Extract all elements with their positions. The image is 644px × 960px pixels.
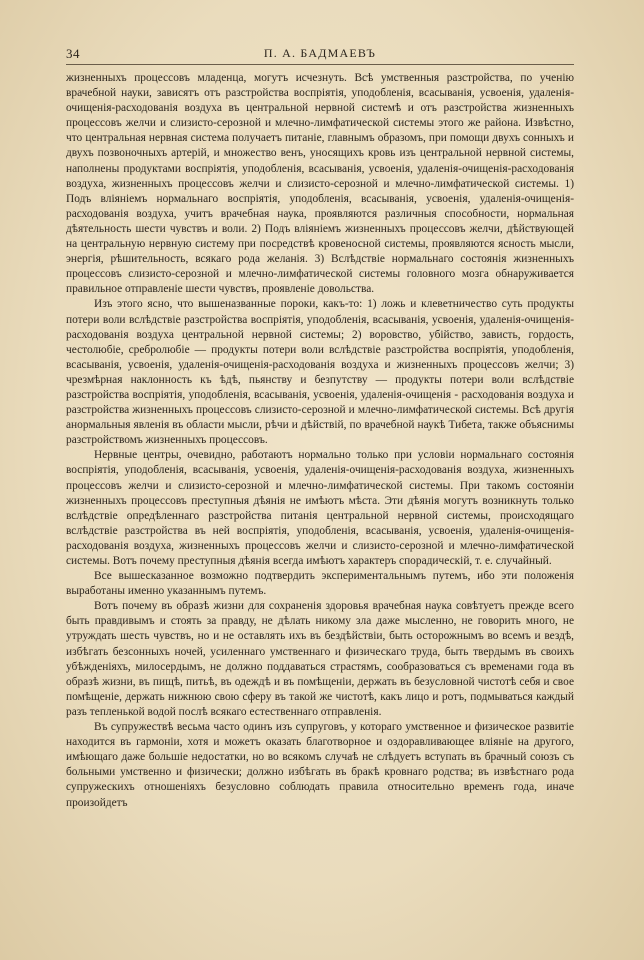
- paragraph: Въ супружествѣ весьма часто одинъ изъ супруговъ, у котораго умственное и физическое развитіе находится въ гармоніи, хотя и можетъ оказать благотворное и оздоравливающее вліяніе на другого, имѣющаго даже большіе недостатки, но во всякомъ случаѣ не слѣдуетъ вступать въ брачный союзъ съ больными умственно и физически; должно избѣгать въ бракѣ кровнаго родства; въ извѣстнаго рода супружескихъ отношеніяхъ безусловно соблюдать правила относительно временъ года, иначе произойдетъ: [66, 721, 574, 809]
- paragraph: Изъ этого ясно, что вышеназванные пороки, какъ-то: 1) ложь и клеветничество суть продукты потери воли вслѣдствіе разстройства воспріятія, уподобленія, всасыванія, усвоенія, удаленія-очищенія-расходованія воздуха центральной нервной системы; 2) воровство, убійство, зависть, гордость, честолюбіе, сребролюбіе — продукты потери воли вслѣдствіе разстройства воспріятія, уподобленія, всасыванія, усвоенія, удаленія-очищенія-расходованія воздуха и жизненныхъ процессовъ желчи; 3) чрезмѣрная наклонность къ ѣдѣ, пьянству и безпутству — продукты потери воли вслѣдствіе разстройства воспріятія, уподобленія, всасыванія, усвоенія, удаленія-очищенія - расходованія воздуха и разстройства жизненныхъ процессовъ слизисто-серозной и млечно-лимфатической системы. Всѣ другія анормальныя явленія въ области мысли, рѣчи и дѣйствій, по врачебной наукѣ Тибета, также объяснимы разстройствомъ жизненныхъ процессовъ.: [66, 298, 574, 447]
- paragraph: Нервные центры, очевидно, работаютъ нормально только при условіи нормальнаго состоянія воспріятія, уподобленія, всасыванія, усвоенія, удаленія-очищенія-расходованія воздуха, жизненныхъ процессовъ желчи и слизисто-серозной и млечно-лимфатической системы. При такомъ состояніи жизненныхъ процессовъ преступныя дѣянія не имѣютъ мѣста. Эти дѣянія могутъ возникнуть только вслѣдствіе опредѣленнаго разстройства питанія центральной нервной системы, происходящаго вслѣдствіе разстройства въ ней воспріятія, уподобленія, всасыванія, усвоенія, удаленія-очищенія-расходованія воздуха, жизненныхъ процессовъ желчи и слизисто-серозной и млечно-лимфатической системы. Вотъ почему преступныя дѣянія всегда имѣютъ характеръ спорадическій, т. е. случайный.: [66, 449, 574, 567]
- page-number: 34: [66, 46, 80, 61]
- paragraph: жизненныхъ процессовъ младенца, могутъ исчезнуть. Всѣ умственныя разстройства, по ученію врачебной науки, зависятъ отъ разстройства воспріятія, уподобленія, всасыванія, усвоенія, удаленія-очищенія-расходованія воздуха въ центральной нервной системѣ и отъ разстройства жизненныхъ процессовъ желчи и слизисто-серозной и млечно-лимфатической системы этого же района. Извѣстно, что центральная нервная система получаетъ питаніе, главнымъ образомъ, при помощи двухъ сонныхъ и двухъ позвоночныхъ артерій, и множество венъ, уносящихъ кровь изъ центральной нервной системы, наполнены продуктами воспріятія, уподобленія, всасыванія, усвоенія, удаленія-очищенія-расходованія воздуха, жизненныхъ процессовъ желчи и слизисто-серозной и млечно-лимфатической системы. 1) Подъ вліяніемъ нормальнаго воспріятія, уподобленія, всасыванія, усвоенія, удаленія-очищенія-расходованія воздуха, учитъ врачебная наука, проявляются различныя способности, нормальная дѣятельность шести чувствъ и воли. 2) Подъ вліяніемъ жизненныхъ процессовъ желчи, дѣйствующей на центральную нервную систему при посредствѣ кровеносной системы, проявляются ясность мысли, энергія, рѣшительность, всякаго рода желанія. 3) Вслѣдствіе нормальнаго состоянія жизненныхъ процессовъ слизисто-серозной и млечно-лимфатической системы головного мозга обнаруживается правильное отправленіе шести чувствъ, проявленіе довольства.: [66, 72, 574, 296]
- paragraph: Вотъ почему въ образѣ жизни для сохраненія здоровья врачебная наука совѣтуетъ прежде всего быть правдивымъ и стоять за правду, не дѣлать никому зла даже мысленно, не говорить много, не утруждать шесть чувствъ, но и не оставлять ихъ въ бездѣйствіи, быть осторожнымъ во всемъ и вездѣ, избѣгать безсонныхъ ночей, усиленнаго умственнаго и физическаго труда, быть твердымъ въ своихъ убѣжденіяхъ, милосердымъ, не должно поддаваться страстямъ, сообразоваться съ временами года въ образѣ жизни, въ пищѣ, питьѣ, въ одеждѣ и въ помѣщеніи, держать въ безусловной чистотѣ себя и свое помѣщеніе, держать нижнюю свою сферу въ такой же чистотѣ, какъ лицо и ротъ, подмываться каждый разъ тепленькой водой послѣ всякаго естественнаго отправленія.: [66, 600, 574, 718]
- paragraph: Все вышесказанное возможно подтвердить экспериментальнымъ путемъ, ибо эти положенія выработаны именно указаннымъ путемъ.: [66, 570, 574, 598]
- body-text: [66, 71, 574, 902]
- header-rule: [66, 64, 574, 65]
- page-header: [66, 46, 574, 66]
- running-head: П. А. БАДМАЕВЪ: [263, 46, 377, 60]
